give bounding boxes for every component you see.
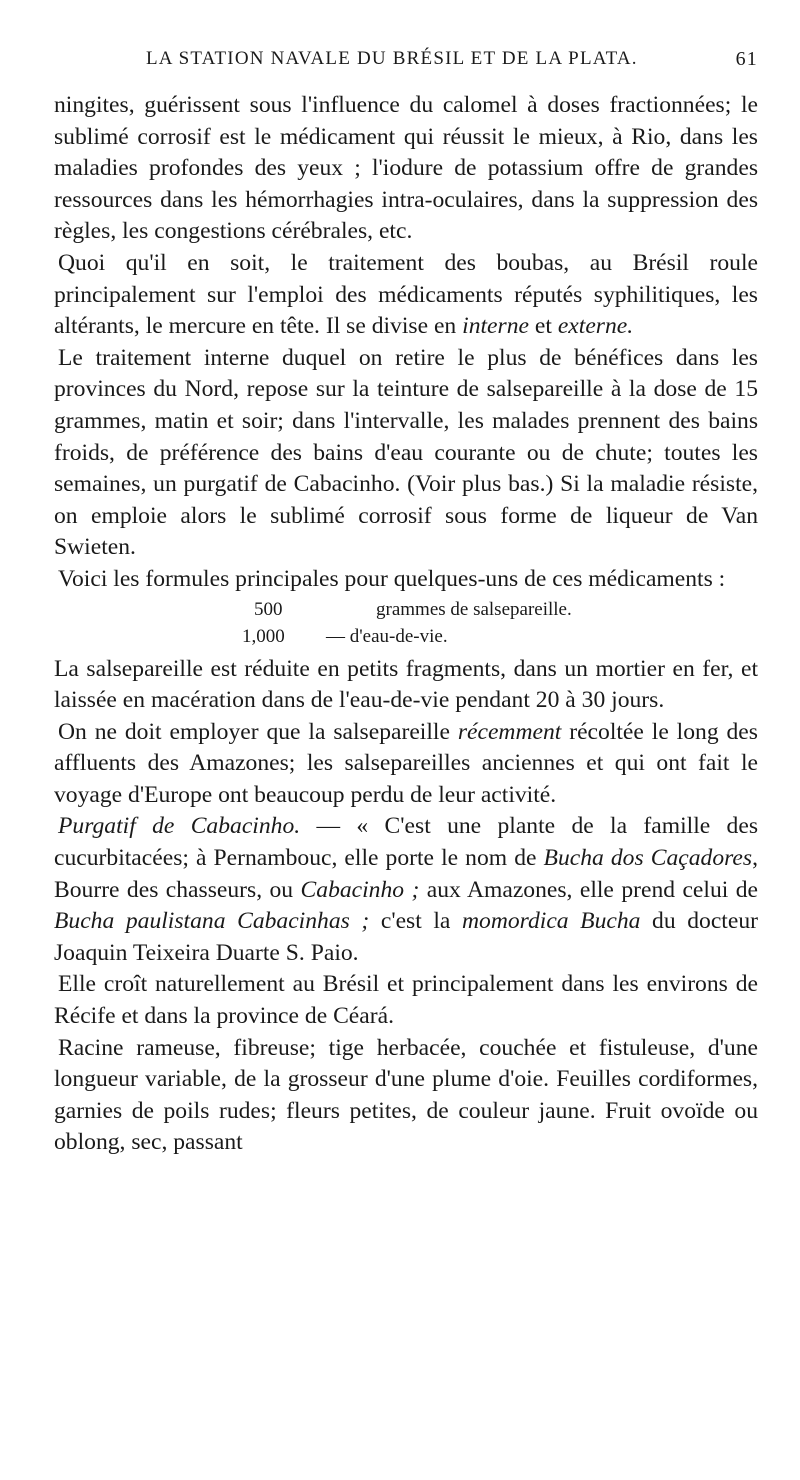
term-externe: externe. xyxy=(557,313,634,340)
formula-block xyxy=(54,596,758,650)
paragraph-5-text: La salsepareille est réduite en petits fragments, dans un mortier en fer, et laissée en macération dans de l'eau-de-vie pendant 20 à 30 jours. xyxy=(54,655,758,714)
paragraph-1-text: ningites, guérissent sous l'influence du calomel à doses fractionnées; le sublimé corrosif est le médicament qui réussit le mieux, à Rio, dans les maladies profondes des yeux ; l'iodure de potassium offre de grandes ressources dans les hémorrhagies intra-oculaires, dans la suppression des règles, les congestions cérébrales, etc. xyxy=(54,92,758,245)
term-bucha-dos-cacadores: Bucha dos Caçadores xyxy=(543,845,753,872)
paragraph-7-text-d: c'est la xyxy=(380,908,451,935)
section-heading-purgatif: Purgatif de Cabacinho. xyxy=(58,813,301,840)
formula-description: grammes de salsepareille. xyxy=(376,598,572,620)
paragraph-2 xyxy=(54,248,758,343)
paragraph-3-text: Le traitement interne duquel on retire le plus de bénéfices dans les provinces du Nord, repose sur la teinture de salsepareille à la dose de 15 grammes, matin et soir; dans l'intervalle, les malades prennent des bains froids, de préférence des bains d'eau courante ou de chute; toutes les semaines, un purgatif de Cabacinho. (Voir plus bas.) Si la maladie résiste, on emploie alors le sublimé corrosif sous forme de liqueur de Van Swieten. xyxy=(54,344,758,561)
paragraph-7-text-a: — « C'est une plante de la famille des cucurbitacées; à Pernambouc, elle porte le nom de xyxy=(54,813,758,872)
paragraph-8-text: Elle croît naturellement au Brésil et principalement dans les environs de Récife et dans la province de Céará. xyxy=(54,971,758,1030)
paragraph-9-text: Racine rameuse, fibreuse; tige herbacée, couchée et fistuleuse, d'une longueur variable, de la grosseur d'une plume d'oie. Feuilles cordiformes, garnies de poils rudes; fleurs petites, de couleur jaune. Fruit ovoïde ou oblong, sec, passant xyxy=(54,1034,758,1156)
body-text xyxy=(54,90,758,1159)
formula-row xyxy=(54,623,758,650)
paragraph-2-text-a: Quoi qu'il en soit, le traitement des boubas, au Brésil roule principalement sur l'emploi des médicaments réputés syphilitiques, les altérants, le mercure en tête. Il se divise en xyxy=(54,249,758,340)
paragraph-8 xyxy=(54,969,758,1032)
running-title: LA STATION NAVALE DU BRÉSIL ET DE LA PLATA. xyxy=(146,48,638,69)
paragraph-7-text-c: aux Amazones, elle prend celui de xyxy=(426,876,758,903)
formula-quantity: 1,000 xyxy=(242,625,285,647)
formula-row xyxy=(54,596,758,623)
paragraph-6 xyxy=(54,717,758,812)
page-number: 61 xyxy=(735,48,758,70)
term-momordica-bucha: momordica Bucha xyxy=(461,908,641,935)
running-head xyxy=(54,48,758,88)
paragraph-7-text-e: du docteur Joaquin Teixeira Duarte S. Paio. xyxy=(54,908,758,966)
formula-quantity: 500 xyxy=(254,598,283,620)
formula-description: — d'eau-de-vie. xyxy=(326,625,448,647)
term-bucha-paulistana: Bucha paulistana Cabacinhas ; xyxy=(54,908,370,935)
paragraph-9 xyxy=(54,1033,758,1159)
paragraph-4-text: Voici les formules principales pour quelques-uns de ces médicaments : xyxy=(58,565,726,592)
paragraph-5 xyxy=(54,654,758,717)
term-recemment: récemment xyxy=(457,718,562,745)
term-cabacinho: Cabacinho ; xyxy=(300,876,420,903)
paragraph-2-text-b: et xyxy=(534,313,552,340)
paragraph-1 xyxy=(54,90,758,248)
paragraph-6-text-a: On ne doit employer que la salsepareille xyxy=(58,718,450,745)
paragraph-3 xyxy=(54,343,758,564)
paragraph-4 xyxy=(54,564,758,596)
term-interne: interne xyxy=(462,313,529,340)
paragraph-7 xyxy=(54,811,758,969)
paragraph-7-text-b: , Bourre des chasseurs, ou xyxy=(54,845,758,903)
paragraph-6-text-b: récoltée le long des affluents des Amazones; les salsepareilles anciennes et qui ont fait le voyage d'Europe ont beaucoup perdu de leur activité. xyxy=(54,718,758,808)
